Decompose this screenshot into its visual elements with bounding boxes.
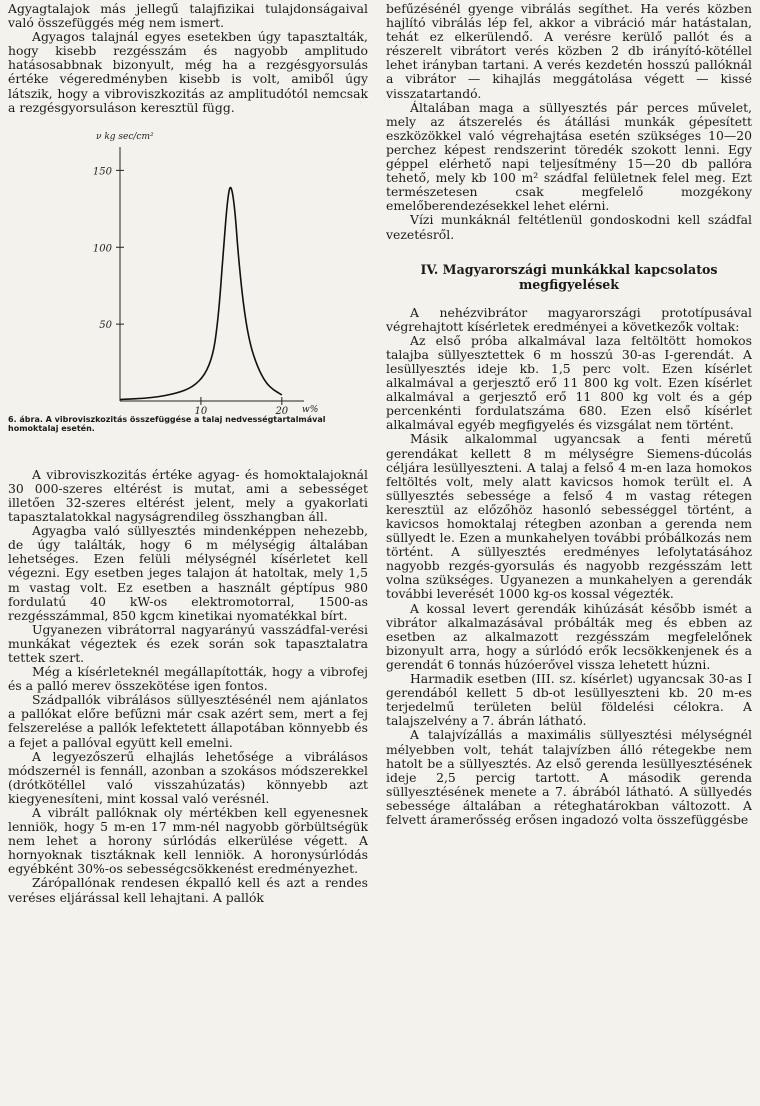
- paragraph: Agyagtalajok más jellegű talajfizikai tulajdonságaival való összefüggés még nem ismert.: [8, 1, 368, 31]
- paragraph: Zárópallónak rendesen ékpalló kell és azt a rendes veréses eljárással kell lehajtani. A pallók: [8, 875, 368, 905]
- paragraph: befűzésénél gyenge vibrálás segíthet. Ha verés közben hajlító vibrálás lép fel, akkor a vibráció már hatástalan, tehát ez elkerülendő. A verésre kerülő pallót és a részerelt vibrátort verés közben 2 db irányító-kötéllel lehet irányban tartani. A verés kezdetén hosszú pallóknál a vibrátor — kihajlás meggátolása végett — kissé visszatartandó.: [386, 1, 752, 101]
- y-tick-label: 50: [99, 319, 112, 331]
- x-tick-label: 20: [275, 405, 289, 415]
- paragraph: Ugyanezen vibrátorral nagyarányú vasszádfal-verési munkákat végeztek és ezek során sok tapasztalatra tettek szert.: [8, 621, 368, 665]
- section-heading: IV. Magyarországi munkákkal kapcsolatos megfigyelések: [420, 261, 718, 292]
- paragraph: Szádpallók vibrálásos süllyesztésénél nem ajánlatos a pallókat előre befűzni már csak azért sem, mert a fej felszerelése a pallók lefektetett állapotában könnyebb és a fejet a pallóval együtt kell emelni.: [8, 692, 368, 750]
- y-tick-label: 100: [92, 243, 112, 254]
- paragraph: Agyagos talajnál egyes esetekben úgy tapasztalták, hogy kisebb rezgésszám és nagyobb amplitudo hatásosabbnak bizonyult, még ha a rezgésgyorsulás értéke végeredményben kisebb is volt, amiből úgy látszik, hogy a vibroviszkozitás az amplitudótól nemcsak a rezgésgyorsuláson keresztül függ.: [8, 29, 368, 115]
- paragraph: Másik alkalommal ugyancsak a fenti méretű gerendákat kellett 8 m mélységre Siemens-dúcolás céljára lesüllyeszteni. A talaj a felső 4 m-en laza homokos feltöltés volt, mely alatt kavicsos homok terült el. A süllyesztés sebessége a felső 4 m vastag rétegen keresztül az előzőhöz hasonló sebességgel történt, a kavicsos homoktalaj rétegben azonban a gerenda nem süllyedt le. Ezen a munkahelyen további próbálkozás nem történt. A süllyesztés eredményes lefolytatásához nagyobb rezgés-gyorsulás és nagyobb rezgésszám lett volna szükséges. Ugyanezen a munkahelyen a gerendák további leverését 1000 kg-os kossal végezték.: [386, 431, 752, 602]
- paragraph: A vibrált pallóknak oly mértékben kell egyenesnek lenniök, hogy 5 m-en 17 mm-nél nagyobb görbültségük nem lehet a horony súrlódás elkerülése végett. A hornyoknak tisztáknak kell lenniök. A horonysúrlódás egyébként 30%-os sebességcsökkenést eredményezhet.: [8, 805, 368, 877]
- left-column: [8, 2, 368, 905]
- x-axis-label: w%: [302, 404, 319, 415]
- paragraph: A vibroviszkozitás értéke agyag- és homoktalajoknál 30 000-szeres eltérést is mutat, ami a sebességet illetően 32-szeres eltérést jelent, mely a gyakorlati tapasztalatokkal nagyságrendileg összhangban áll.: [8, 466, 368, 525]
- right-column: [386, 2, 752, 827]
- paragraph: A legyezőszerű elhajlás lehetősége a vibrálásos módszernél is fennáll, azonban a szokásos módszerekkel (drótkötéllel való visszahúzatás) könnyebb azt kiegyenesíteni, mint kossal való verésnél.: [8, 748, 368, 806]
- figure-caption: 6. ábra. A vibroviszkozitás összefüggése a talaj nedvességtartalmával homoktalaj esetén.: [8, 414, 326, 434]
- paragraph: Agyagba való süllyesztés mindenképpen nehezebb, de úgy találták, hogy 6 m mélységig általában lehetséges. Ezen felüli mélységnél kísérletet kell végezni. Egy esetben jeges talajon át hatoltak, mely 1,5 m vastag volt. Ez esetben a használt géptípus 980 fordulatú 40 kW-os elektromotorral, 1500-as rezgésszámmal, 850 kgcm kinetikai nyomatékkal bírt.: [8, 523, 368, 623]
- figure-6: [8, 115, 368, 415]
- y-tick-label: 150: [92, 166, 112, 178]
- x-tick-label: 10: [194, 405, 208, 415]
- paragraph: A kossal levert gerendák kihúzását később ismét a vibrátor alkalmazásával próbálták meg és ebben az esetben az alkalmazott rezgésszám megfelelőnek bizonyult arra, hogy a súrlódó erők lecsökkenjenek és a gerendát 6 tonnás húzóerővel vissza lehetett húzni.: [386, 600, 752, 672]
- paragraph: A talajvízállás a maximális süllyesztési mélységnél mélyebben volt, tehát talajvízben álló rétegekbe nem hatolt be a süllyesztés. Az első gerenda lesüllyesztésének ideje 2,5 percig tartott. A második gerenda süllyesztésének menete a 7. ábrából látható. A süllyedés sebessége általában a réteghatárokban változott. A felvett áramerősség erősen ingadozó volta összefüggésbe: [386, 727, 752, 827]
- paragraph: Harmadik esetben (III. sz. kísérlet) ugyancsak 30-as I gerendából kellett 5 db-ot lesüllyeszteni kb. 20 m-es terjedelmű területen belül földelési célokra. A talajszelvény a 7. ábrán látható.: [386, 671, 752, 729]
- paragraph: Még a kísérleteknél megállapították, hogy a vibrofej és a palló merev összekötése igen fontos.: [8, 664, 368, 694]
- paragraph: A nehézvibrátor magyarországi prototípusával végrehajtott kísérletek eredményei a következők voltak:: [386, 304, 752, 334]
- y-axis-label: ν kg sec/cm²: [96, 131, 154, 142]
- viscosity-chart: [8, 115, 368, 415]
- paragraph: Általában maga a süllyesztés pár perces művelet, mely az átszerelés és átállási munkák gépesített eszközökkel való végrehajtása esetén szükséges 10—20 perchez képest rendszerint töredék szokott lenni. Egy géppel elérhető napi teljesítmény 15—20 db pallóra tehető, mely kb 100 m² szádfal felületnek felel meg. Ezt természetesen csak megfelelő mozgékony emelőberendezésekkel lehet elérni.: [386, 99, 752, 214]
- paragraph: Vízi munkáknál feltétlenül gondoskodni kell szádfal vezetésről.: [386, 212, 752, 242]
- paragraph: Az első próba alkalmával laza feltöltött homokos talajba süllyesztettek 6 m hosszú 30-as I-gerendát. A lesüllyesztés ideje kb. 1,5 perc volt. Ezen kísérlet alkalmával a gerjesztő erő 11 800 kg volt. Ezen kísérlet alkalmával a gerjesztő erő 11 800 kg volt és a gép percenkénti fordulatszáma 680. Ezen első kísérlet alkalmával egyéb megfigyelés és vizsgálat nem történt.: [386, 332, 752, 433]
- series-line: [120, 187, 282, 399]
